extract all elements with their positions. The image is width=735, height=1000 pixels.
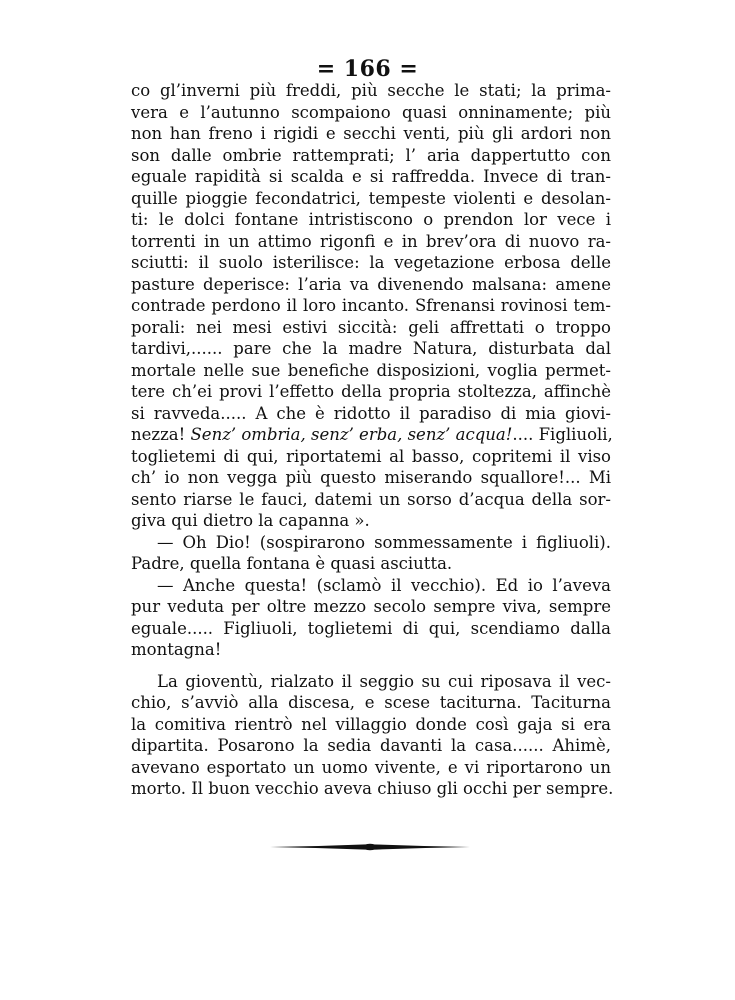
text-line: — Anche questa! (sclamò il vecchio). Ed io l’aveva — [157, 575, 611, 595]
text-line: La gioventù, rialzato il seggio su cui riposava il vec- — [157, 671, 611, 691]
text-line: — Oh Dio! (sospirarono sommessamente i figliuoli). — [157, 532, 611, 552]
text-line: dipartita. Posarono la sedia davanti la casa...... Ahimè, — [131, 736, 611, 755]
text-line: morto. Il buon vecchio aveva chiuso gli occhi per sempre. — [131, 779, 614, 798]
text-line: giva qui dietro la capanna ». — [131, 511, 370, 530]
paragraph-dialogue-old-man — [131, 575, 611, 661]
text-line: montagna! — [131, 640, 222, 659]
text-line: quille pioggie fecondatrici, tempeste violenti e desolan- — [131, 188, 611, 208]
text-line: son dalle ombrie rattemprati; l’ aria dappertutto con — [131, 145, 611, 165]
text-segment: nezza! — [131, 425, 191, 444]
text-line: tardivi,...... pare che la madre Natura, disturbata dal — [131, 339, 611, 358]
text-line: pasture deperisce: l’aria va divenendo malsana: amene — [131, 274, 611, 294]
paragraph-continued-speech — [131, 80, 611, 532]
text-line: non han freno i rigidi e secchi venti, più gli ardori non — [131, 124, 611, 143]
paragraph-narration-ending — [131, 671, 614, 800]
text-line: ch’ io non vegga più questo miserando squallore!... Mi — [131, 468, 611, 487]
body-text — [131, 80, 614, 800]
tapered-rule-ornament-icon — [270, 840, 470, 854]
italic-exclamation: Senz’ ombria, senz’ erba, senz’ acqua! — [190, 425, 513, 444]
text-segment: .... Figliuoli, — [512, 425, 613, 444]
text-line: Padre, quella fontana è quasi asciutta. — [131, 554, 453, 573]
text-line: pur veduta per oltre mezzo secolo sempre viva, sempre — [131, 597, 611, 616]
text-line: chio, s’avviò alla discesa, e scese taciturna. Taciturna — [131, 693, 611, 712]
text-line: avevano esportato un uomo vivente, e vi riportarono un — [131, 757, 611, 777]
text-line: sciutti: il suolo isterilisce: la vegetazione erbosa delle — [131, 253, 611, 272]
text-line-with-italic — [131, 424, 611, 446]
text-line: mortale nelle sue benefiche disposizioni, voglia permet- — [131, 360, 611, 380]
page-number: = 166 = — [316, 56, 419, 82]
text-line: ti: le dolci fontane intristiscono o prendon lor vece i — [131, 210, 611, 229]
paragraph-spacer — [131, 661, 611, 671]
text-line: torrenti in un attimo rigonfi e in brev’ora di nuovo ra- — [131, 231, 611, 251]
text-line: porali: nei mesi estivi siccità: geli affrettati o troppo — [131, 317, 611, 337]
text-line: sento riarse le fauci, datemi un sorso d’acqua della sor- — [131, 489, 611, 509]
text-line: contrade perdono il loro incanto. Sfrenansi rovinosi tem- — [131, 296, 611, 315]
text-line: si ravveda..... A che è ridotto il paradiso di mia giovi- — [131, 403, 611, 423]
text-line: la comitiva rientrò nel villaggio donde così gaja si era — [131, 714, 611, 734]
text-line: eguale rapidità si scalda e si raffredda. Invece di tran- — [131, 167, 611, 186]
text-line: vera e l’autunno scompaiono quasi onninamente; più — [131, 102, 611, 122]
text-line: co gl’inverni più freddi, più secche le stati; la prima- — [131, 81, 611, 100]
text-line: tere ch’ei provi l’effetto della propria stoltezza, affinchè — [131, 382, 611, 401]
text-line: toglietemi di qui, riportatemi al basso, copritemi il viso — [131, 446, 611, 466]
paragraph-dialogue-sons — [131, 532, 611, 575]
text-line: eguale..... Figliuoli, toglietemi di qui, scendiamo dalla — [131, 618, 611, 638]
